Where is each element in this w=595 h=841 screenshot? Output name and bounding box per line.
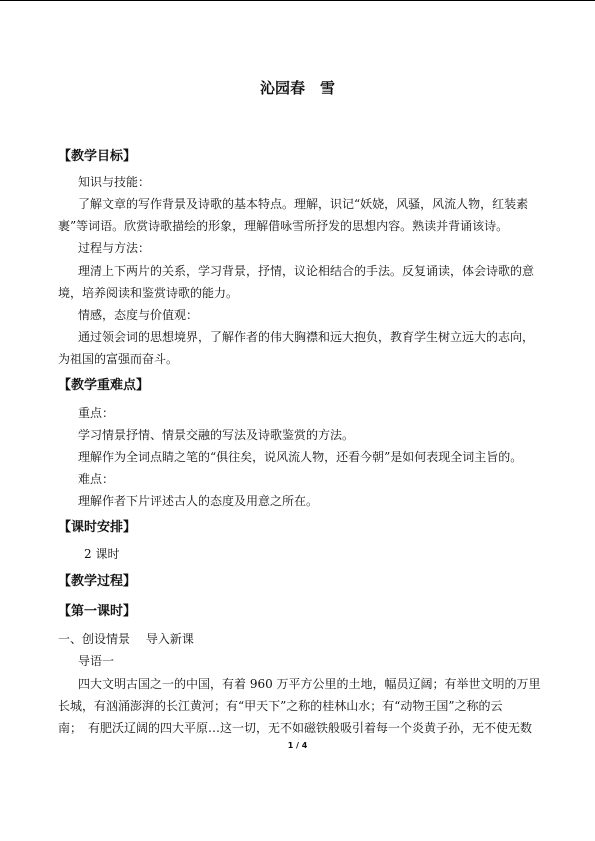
focus-line-1: 学习情景抒情、情景交融的写法及诗歌鉴赏的方法。	[78, 428, 355, 442]
intro-line-3: 南； 有肥沃辽阔的四大平原…这一切，无不如磁铁般吸引着每一个炎黄子孙，无不使无数	[58, 721, 533, 735]
difficulty-label: 难点：	[78, 472, 115, 486]
emotion-label: 情感，态度与价值观：	[78, 308, 199, 322]
emotion-line-1: 通过领会词的思想境界，了解作者的伟大胸襟和远大抱负，教育学生树立远大的志向，	[78, 330, 535, 344]
process-line-1: 理清上下两片的关系，学习背景，抒情，议论相结合的手法。反复诵读，体会诗歌的意	[78, 264, 535, 278]
focus-label: 重点：	[78, 406, 115, 420]
page-top-border	[0, 0, 595, 1]
knowledge-line-2: 裹”等词语。欣赏诗歌描绘的形象，理解借咏雪所抒发的思想内容。熟读并背诵该诗。	[58, 219, 509, 233]
process-line-2: 境，培养阅读和鉴赏诗歌的能力。	[58, 286, 239, 300]
goals-heading: 【教学目标】	[58, 149, 137, 164]
focus-line-2: 理解作为全词点睛之笔的“俱往矣，说风流人物，还看今朝”是如何表现全词主旨的。	[78, 450, 523, 464]
lesson1-heading: 【第一课时】	[58, 604, 137, 619]
schedule-heading: 【课时安排】	[58, 520, 137, 535]
document-title: 沁园春 雪	[259, 79, 335, 97]
lesson1-step-1: 一、创设情景 导入新课	[58, 632, 194, 646]
process-label: 过程与方法：	[78, 241, 151, 255]
process-heading: 【教学过程】	[58, 574, 137, 589]
difficulty-line-1: 理解作者下片评述古人的态度及用意之所在。	[78, 494, 319, 508]
page-indicator: 1 / 4	[287, 741, 308, 750]
intro-label: 导语一	[78, 654, 115, 668]
schedule-value: 2 课时	[84, 547, 120, 561]
key-points-heading: 【教学重难点】	[58, 378, 150, 393]
knowledge-line-1: 了解文章的写作背景及诗歌的基本特点。理解，识记“妖娆，风骚，风流人物，红装素	[78, 197, 529, 211]
knowledge-label: 知识与技能：	[78, 175, 151, 189]
intro-line-1: 四大文明古国之一的中国，有着 960 万平方公里的土地，幅员辽阔；有举世文明的万里	[78, 677, 541, 691]
emotion-line-2: 为祖国的富强而奋斗。	[58, 352, 179, 366]
intro-line-2: 长城，有汹涌澎湃的长江黄河；有“甲天下”之称的桂林山水；有“动物王国”之称的云	[58, 699, 503, 713]
